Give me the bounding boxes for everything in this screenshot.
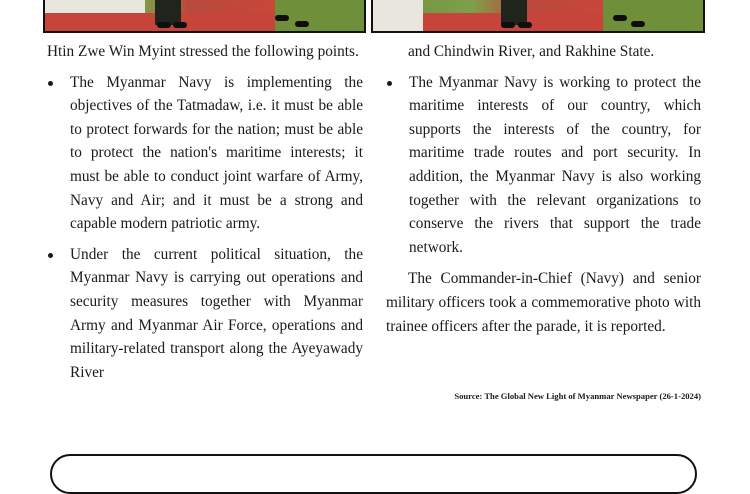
photo-wall [373,0,423,33]
photo-shoe [501,22,515,28]
continuation-text: and Chindwin River, and Rakhine State. [408,43,655,60]
bottom-frame [50,454,697,494]
bullet-icon [48,81,53,86]
left-column [47,40,363,384]
photo-shoe [275,15,289,21]
photo-shoe [157,22,171,28]
photo-grass [275,0,366,31]
list-item [47,71,363,236]
photo-wall [45,0,145,14]
photo-shoe [295,21,309,27]
right-bullet-list [386,71,701,260]
right-column [386,40,701,338]
closing-paragraph: The Commander-in-Chief (Navy) and senior military officers took a commemorative photo with trainee officers after the parade, it is reported. [386,270,701,335]
left-bullet-list [47,71,363,385]
bullet-text: The Myanmar Navy is implementing the objectives of the Tatmadaw, i.e. it must be able to protect forwards for the nation; must be able to protect the nation's maritime interests; it must be able to conduct joint warfare of Army, Navy and Air; and it must be a strong and capable modern patriotic army. [70,73,363,233]
photo-shoe [613,15,627,21]
photo-right [371,0,705,33]
photo-shoe [173,22,187,28]
bullet-text: Under the current political situation, the Myanmar Navy is carrying out operations and security measures together with Myanmar Army and Myanmar Air Force, operations and military-related transport along the Ayeyawady River [70,245,363,381]
list-item [386,71,701,260]
bullet-icon [387,81,392,86]
bullet-icon [48,253,53,258]
photo-shoe [631,21,645,27]
bullet-text: The Myanmar Navy is working to protect the maritime interests of our country, which supports the interests of the country, for maritime trade routes and port security. In addition, the Myanmar Navy is also working together with the relevant organizations to conserve the rivers that support the trade network. [409,73,701,256]
intro-text: Htin Zwe Win Myint stressed the following points. [47,43,359,60]
source-citation: Source: The Global New Light of Myanmar Newspaper (26-1-2024) [454,391,701,401]
photo-shoe [518,22,532,28]
photo-left [43,0,366,33]
list-item [47,243,363,385]
